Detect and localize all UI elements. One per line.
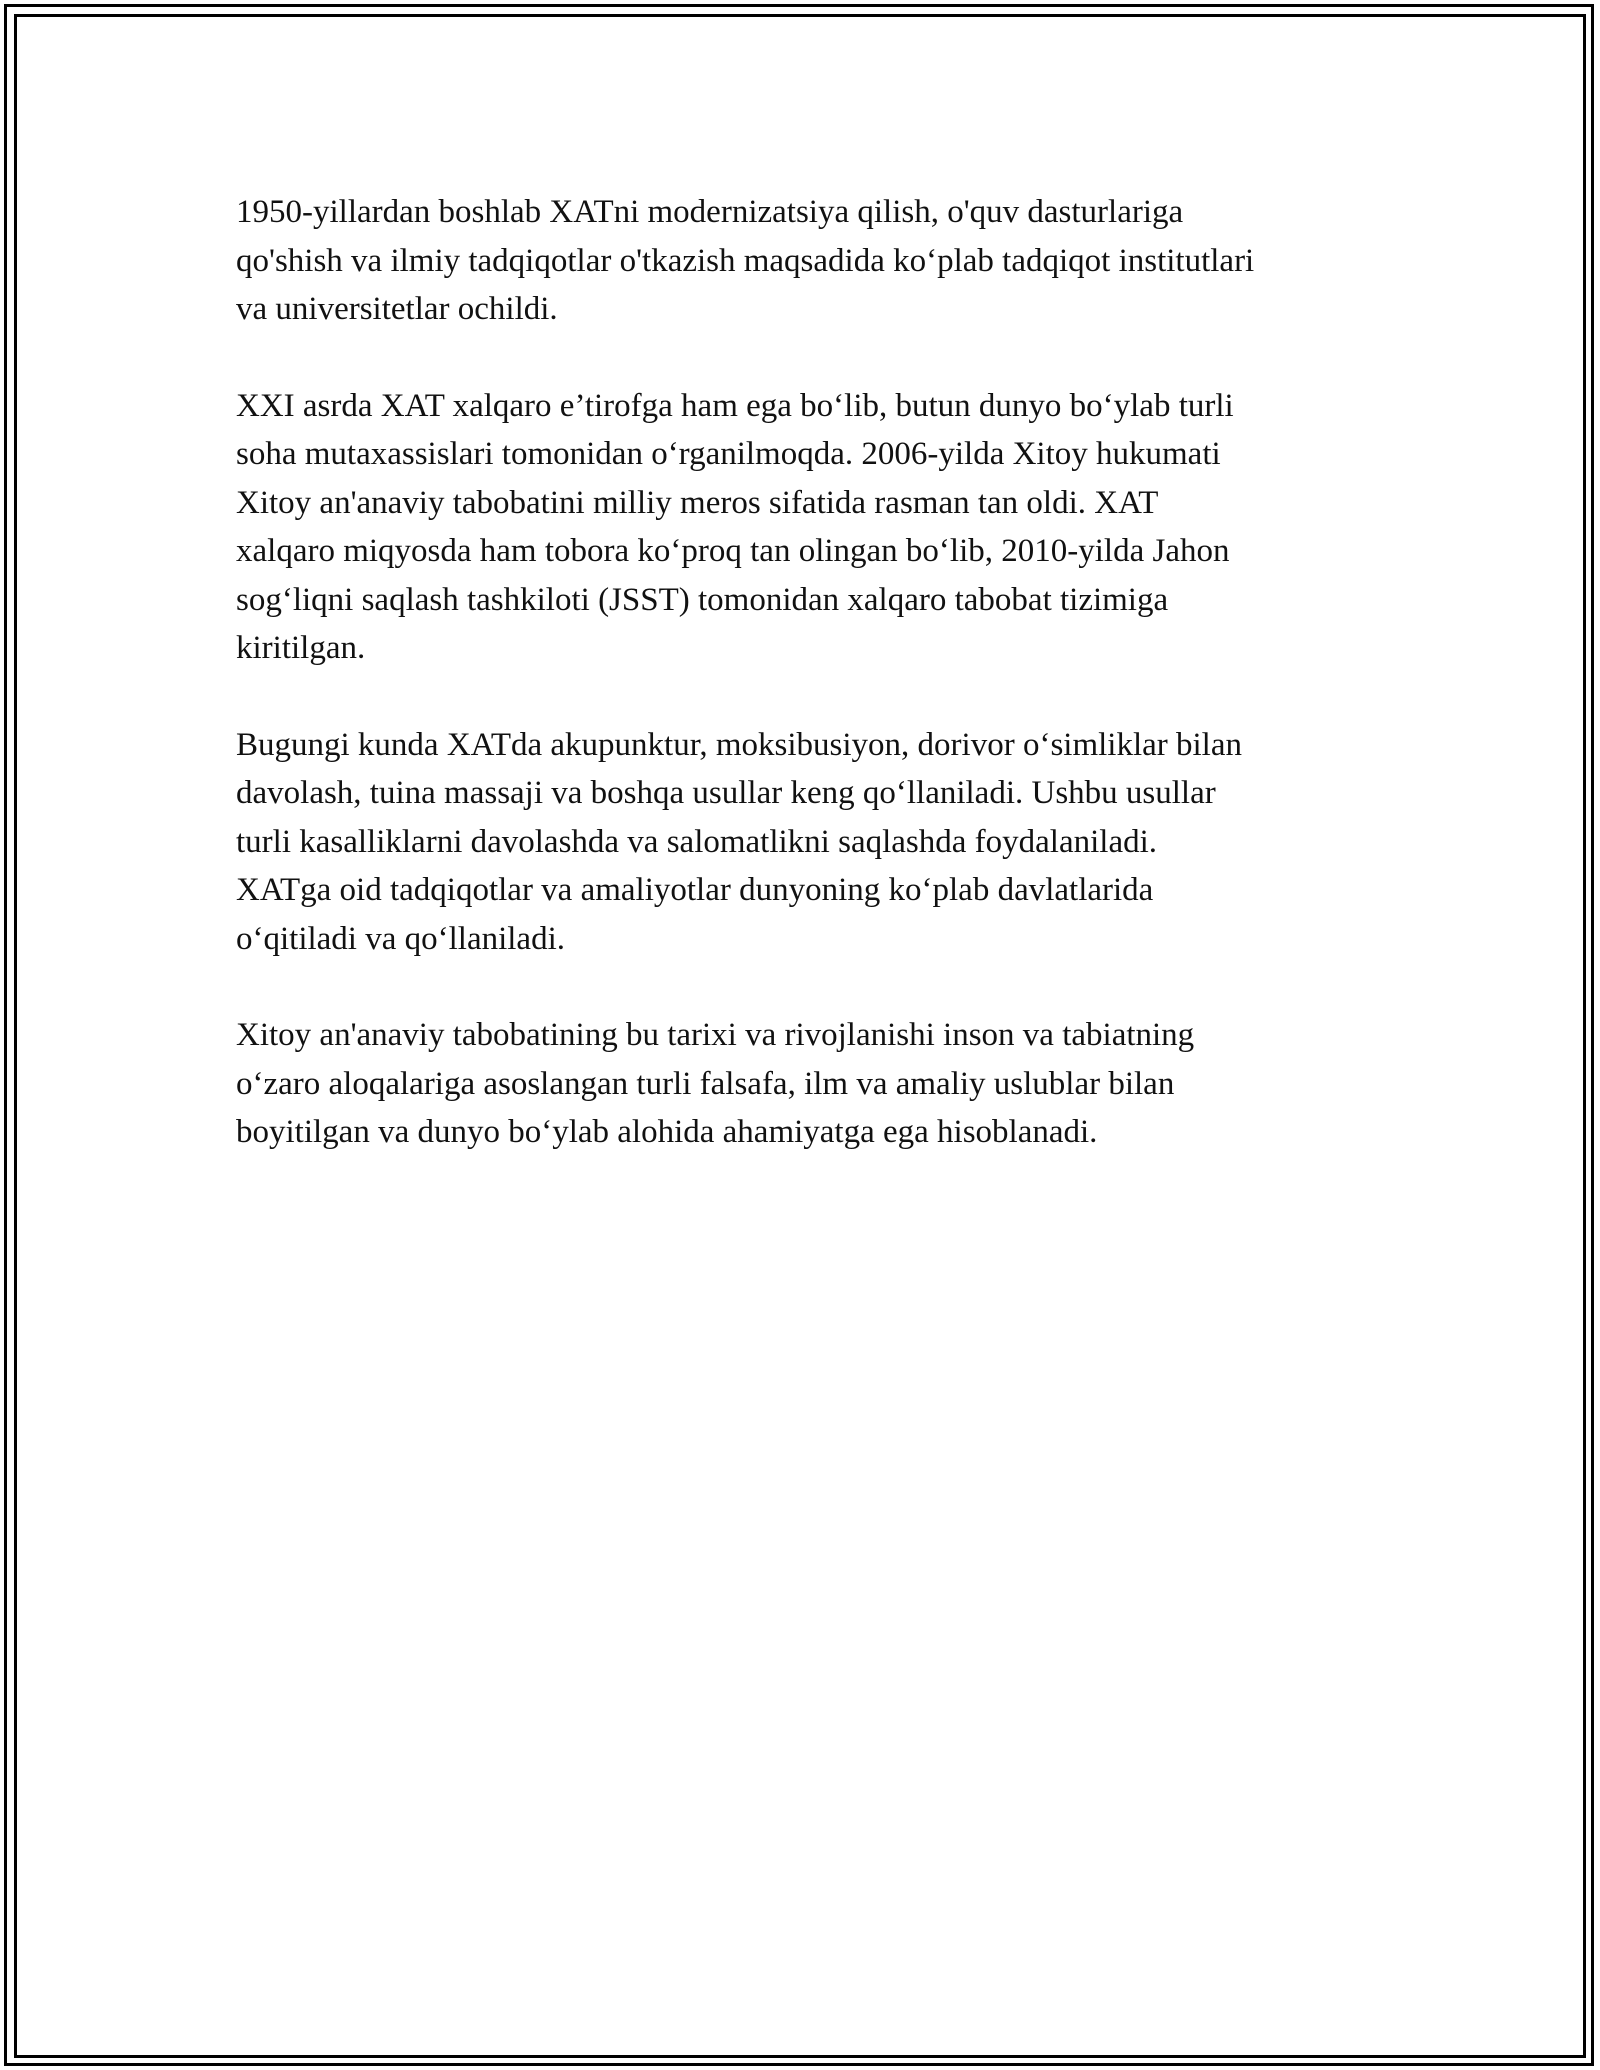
text-line: qo'shish va ilmiy tadqiqotlar o'tkazish maqsadida ko‘plab tadqiqot institutlari [236, 242, 1255, 279]
text-line: Xitoy an'anaviy tabobatini milliy meros sifatida rasman tan oldi. XAT [236, 484, 1159, 521]
paragraph-methods [236, 721, 1396, 964]
text-line: xalqaro miqyosda ham tobora ko‘proq tan olingan bo‘lib, 2010-yilda Jahon [236, 533, 1230, 569]
text-line: davolash, tuina massaji va boshqa usullar keng qo‘llaniladi. Ushbu usullar [236, 775, 1216, 811]
text-line: sog‘liqni saqlash tashkiloti (JSST) tomonidan xalqaro tabobat tizimiga [236, 581, 1169, 618]
text-line: o‘zaro aloqalariga asoslangan turli falsafa, ilm va amaliy uslublar bilan [236, 1065, 1175, 1102]
text-line: 1950-yillardan boshlab XATni modernizatsiya qilish, o'quv dasturlariga [236, 194, 1184, 230]
paragraph-modernization [236, 188, 1396, 334]
text-line: kiritilgan. [236, 630, 366, 666]
text-line: Bugungi kunda XATda akupunktur, moksibusiyon, dorivor o‘simliklar bilan [236, 726, 1243, 763]
text-line: soha mutaxassislari tomonidan o‘rganilmoqda. 2006-yilda Xitoy hukumati [236, 436, 1221, 472]
document-body [236, 188, 1396, 1205]
text-line: XXI asrda XAT xalqaro e’tirofga ham ega bo‘lib, butun dunyo bo‘ylab turli [236, 387, 1234, 424]
text-line: o‘qitiladi va qo‘llaniladi. [236, 920, 566, 957]
paragraph-conclusion [236, 1011, 1396, 1157]
paragraph-international-recognition [236, 382, 1396, 673]
text-line: turli kasalliklarni davolashda va salomatlikni saqlashda foydalaniladi. [236, 823, 1158, 860]
text-line: boyitilgan va dunyo bo‘ylab alohida ahamiyatga ega hisoblanadi. [236, 1114, 1098, 1150]
text-line: Xitoy an'anaviy tabobatining bu tarixi va rivojlanishi inson va tabiatning [236, 1017, 1195, 1053]
text-line: XATga oid tadqiqotlar va amaliyotlar dunyoning ko‘plab davlatlarida [236, 872, 1154, 908]
text-line: va universitetlar ochildi. [236, 291, 558, 327]
